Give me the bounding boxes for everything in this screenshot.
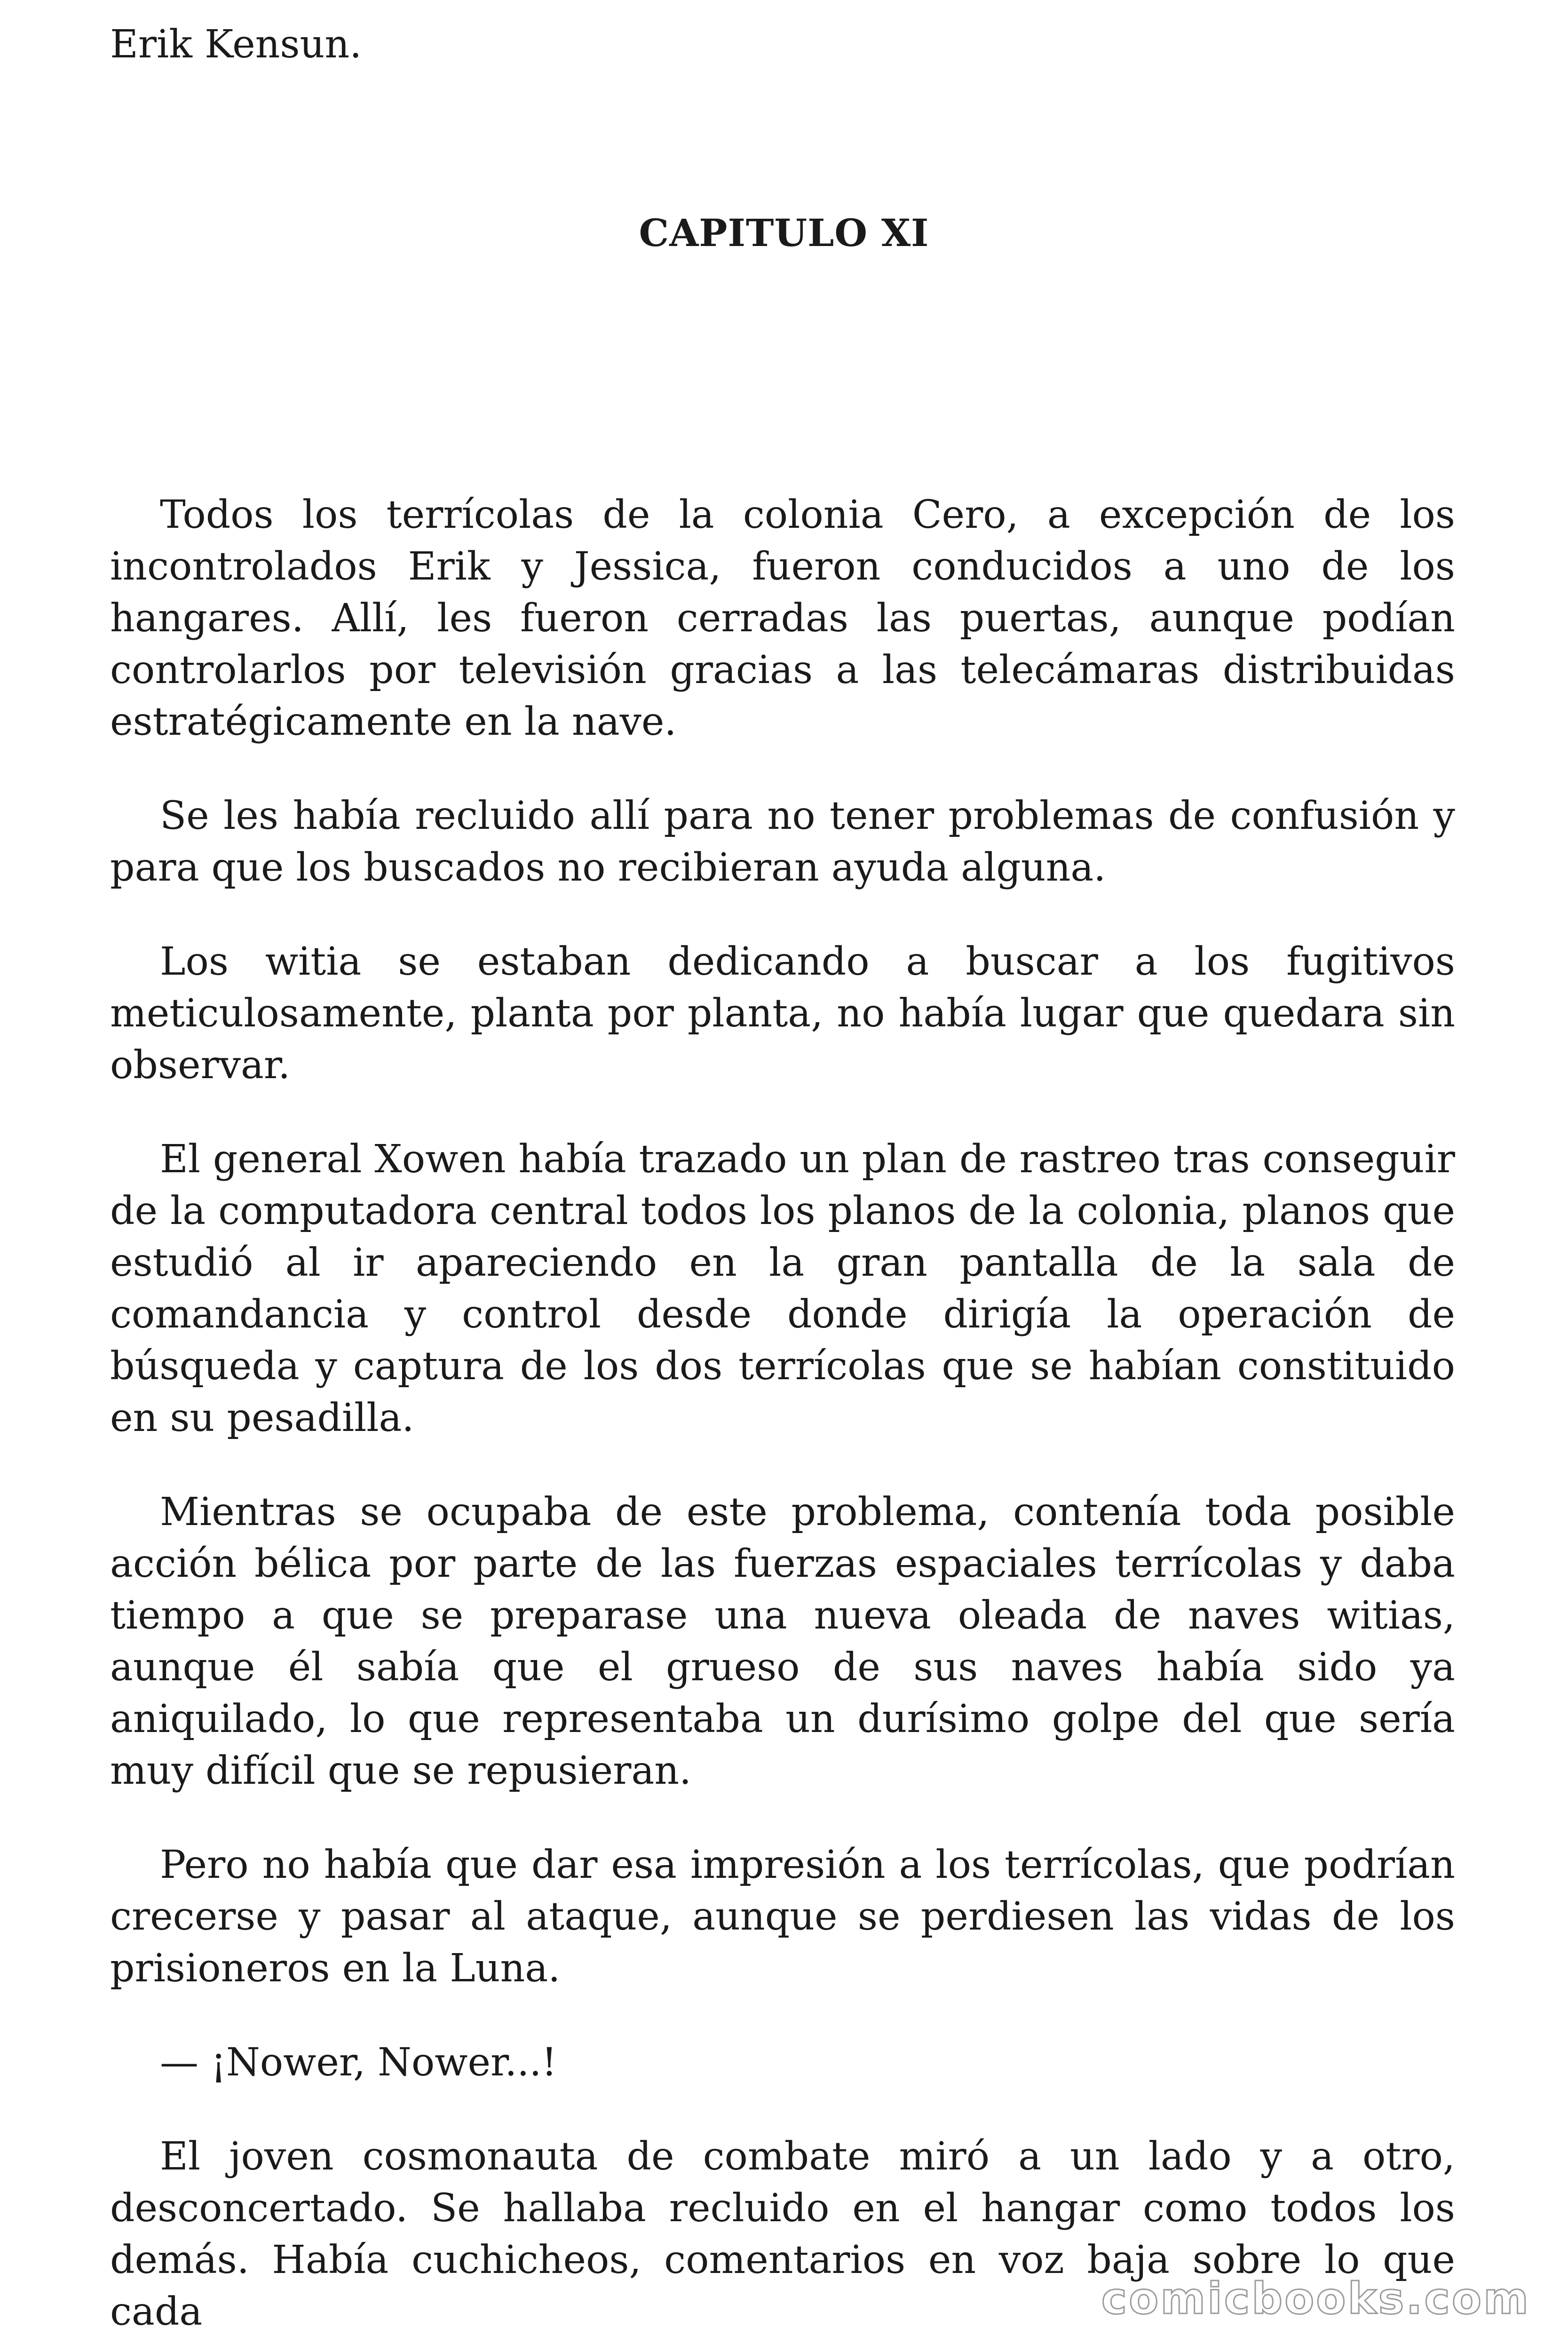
dialogue-line: — ¡Nower, Nower...!	[160, 2040, 557, 2085]
paragraph: Los witia se estaban dedicando a buscar a los fugitivos meticulosamente, planta por planta, no había lugar que quedara sin observar.	[110, 939, 1455, 1088]
paragraph: Mientras se ocupaba de este problema, contenía toda posible acción bélica por parte de las fuerzas espaciales terrícolas y daba tiempo a que se preparase una nueva oleada de naves witias, aunque él sabía que el grueso de sus naves había sido ya aniquilado, lo que representaba un durísimo golpe del que sería muy difícil que se repusieran.	[110, 1490, 1455, 1793]
paragraph: Todos los terrícolas de la colonia Cero, a excepción de los incontrolados Erik y Jessica, fueron conducidos a uno de los hangares. Allí, les fueron cerradas las puertas, aunque podían controlarlos por televisión gracias a las telecámaras distribuidas estratégicamente en la nave.	[110, 493, 1455, 744]
chapter-body	[110, 489, 1455, 2352]
previous-chapter-closing-line: Erik Kensun.	[110, 22, 362, 67]
paragraph: Pero no había que dar esa impresión a los terrícolas, que podrían crecerse y pasar al ataque, aunque se perdiesen las vidas de los prisioneros en la Luna.	[110, 1843, 1455, 1991]
chapter-title: CAPITULO XI	[639, 211, 929, 255]
paragraph: Se les había recluido allí para no tener problemas de confusión y para que los buscados no recibieran ayuda alguna.	[110, 794, 1455, 890]
site-watermark: comicbooks.com	[1101, 2273, 1530, 2324]
paragraph: El joven cosmonauta de combate miró a un lado y a otro, desconcertado. Se hallaba recluido en el hangar como todos los demás. Había cuchicheos, comentarios en voz baja sobre lo que cada	[110, 2134, 1455, 2334]
paragraph: El general Xowen había trazado un plan de rastreo tras conseguir de la computadora central todos los planos de la colonia, planos que estudió al ir apareciendo en la gran pantalla de la sala de comandancia y control desde donde dirigía la operación de búsqueda y captura de los dos terrícolas que se habían constituido en su pesadilla.	[110, 1137, 1455, 1440]
